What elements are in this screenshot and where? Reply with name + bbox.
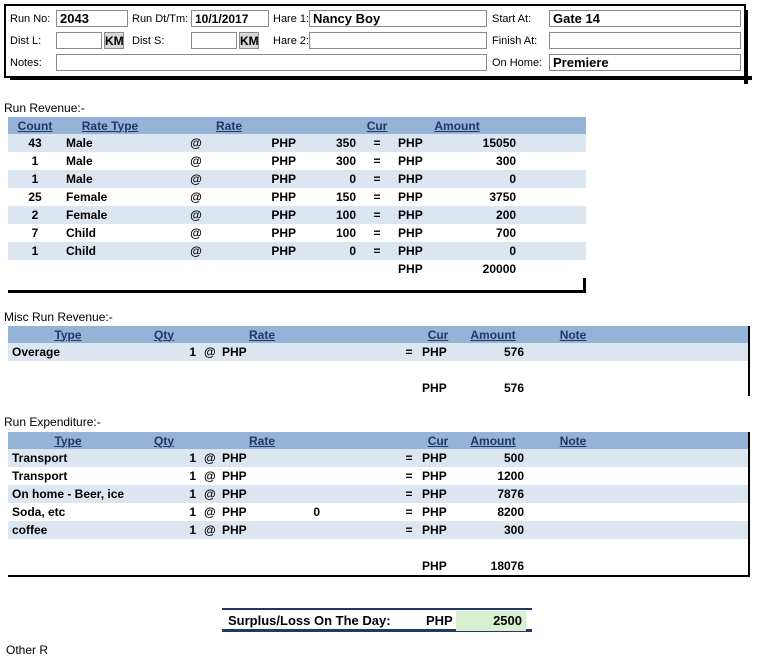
cell-qty: 1 bbox=[128, 521, 200, 539]
cell-rate-value bbox=[264, 449, 324, 467]
expenditure-table bbox=[8, 432, 750, 577]
cell-qty: 1 bbox=[128, 503, 200, 521]
cell-rate-type: Male bbox=[62, 134, 158, 152]
table-row[interactable] bbox=[8, 503, 748, 521]
cell-note bbox=[528, 521, 618, 539]
misc-revenue-table bbox=[8, 326, 750, 396]
cell-note bbox=[520, 188, 586, 206]
start-at-input[interactable]: Gate 14 bbox=[549, 10, 741, 27]
dist-short-input[interactable] bbox=[191, 32, 237, 49]
cell-type: Soda, etc bbox=[8, 503, 128, 521]
misc-revenue-total-row bbox=[8, 379, 748, 397]
cell-gap bbox=[324, 467, 400, 485]
cell-rate-value: 300 bbox=[300, 152, 360, 170]
cell-equals: = bbox=[360, 242, 394, 260]
cell-amount-cur: PHP bbox=[394, 152, 442, 170]
cell-rate-cur: PHP bbox=[218, 467, 264, 485]
cell-amount-cur: PHP bbox=[418, 343, 458, 361]
expenditure-blank-row bbox=[8, 539, 748, 557]
cell-gap bbox=[234, 242, 252, 260]
run-datetime-label: Run Dt/Tm: bbox=[132, 13, 189, 25]
cell-gap bbox=[234, 170, 252, 188]
cell-rate-value: 0 bbox=[264, 503, 324, 521]
col-eq bbox=[400, 326, 418, 343]
cell-equals: = bbox=[360, 206, 394, 224]
cell-rate-cur: PHP bbox=[252, 224, 300, 242]
cell-at: @ bbox=[158, 188, 234, 206]
col-note: Note bbox=[528, 432, 618, 449]
col-note: Note bbox=[528, 326, 618, 343]
cell-gap bbox=[234, 224, 252, 242]
total-note bbox=[528, 557, 618, 575]
cell-amount: 7876 bbox=[458, 485, 528, 503]
cell-type: coffee bbox=[8, 521, 128, 539]
cell-rate-value bbox=[264, 343, 324, 361]
cell-note bbox=[528, 343, 618, 361]
cell-amount-cur: PHP bbox=[418, 485, 458, 503]
hare2-input[interactable] bbox=[309, 32, 487, 49]
cell-amount: 15050 bbox=[442, 134, 520, 152]
col-trail bbox=[618, 432, 748, 449]
total-amount: 18076 bbox=[458, 557, 528, 575]
cell-rate-cur: PHP bbox=[218, 521, 264, 539]
cell-at: @ bbox=[158, 206, 234, 224]
cell-at: @ bbox=[158, 224, 234, 242]
cell-at: @ bbox=[200, 343, 218, 361]
expenditure-title: Run Expenditure:- bbox=[4, 415, 101, 429]
surplus-amount: 2500 bbox=[456, 611, 526, 631]
cell-at: @ bbox=[200, 503, 218, 521]
misc-revenue-blank-row bbox=[8, 361, 748, 379]
misc-revenue-header-row bbox=[8, 326, 748, 343]
cell-amount: 0 bbox=[442, 170, 520, 188]
cell-trail bbox=[618, 467, 748, 485]
cell-equals: = bbox=[400, 485, 418, 503]
cell-count: 1 bbox=[8, 242, 62, 260]
cell-rate-value: 350 bbox=[300, 134, 360, 152]
col-rate-type: Rate Type bbox=[62, 117, 158, 134]
table-row[interactable] bbox=[8, 206, 586, 224]
cell-rate-cur: PHP bbox=[252, 206, 300, 224]
surplus-label: Surplus/Loss On The Day: bbox=[228, 613, 391, 628]
hare2-label: Hare 2: bbox=[273, 35, 310, 47]
total-cur: PHP bbox=[418, 379, 458, 397]
cell-gap bbox=[234, 188, 252, 206]
cell-note bbox=[520, 224, 586, 242]
cell-amount-cur: PHP bbox=[394, 170, 442, 188]
cell-rate-value: 150 bbox=[300, 188, 360, 206]
run-datetime-input[interactable]: 10/1/2017 bbox=[191, 10, 269, 27]
col-trail bbox=[520, 117, 586, 134]
run-revenue-table bbox=[8, 117, 586, 293]
col-rate: Rate bbox=[158, 117, 300, 134]
cell-note bbox=[528, 503, 618, 521]
cell-count: 25 bbox=[8, 188, 62, 206]
table-row[interactable] bbox=[8, 485, 748, 503]
col-amount: Amount bbox=[458, 326, 528, 343]
col-rate: Rate bbox=[200, 326, 324, 343]
cell-trail bbox=[618, 521, 748, 539]
run-revenue-title: Run Revenue:- bbox=[4, 101, 85, 115]
col-amount: Amount bbox=[394, 117, 520, 134]
total-spacer bbox=[8, 557, 418, 575]
cell-at: @ bbox=[158, 170, 234, 188]
cell-at: @ bbox=[200, 467, 218, 485]
cell-rate-type: Female bbox=[62, 206, 158, 224]
cell-rate-cur: PHP bbox=[218, 343, 264, 361]
cell-amount: 500 bbox=[458, 449, 528, 467]
col-cur: Cur bbox=[418, 326, 458, 343]
panel-shadow-right bbox=[744, 10, 748, 84]
total-spacer bbox=[8, 260, 394, 278]
cell-note bbox=[520, 134, 586, 152]
on-home-label: On Home: bbox=[492, 57, 543, 69]
run-header-panel bbox=[4, 4, 746, 78]
cell-qty: 1 bbox=[128, 343, 200, 361]
col-type: Type bbox=[8, 432, 128, 449]
cell-gap bbox=[234, 206, 252, 224]
misc-revenue-grid bbox=[8, 326, 748, 397]
cell-equals: = bbox=[400, 521, 418, 539]
cell-rate-cur: PHP bbox=[218, 503, 264, 521]
run-no-input[interactable]: 2043 bbox=[56, 10, 128, 27]
cell-type: Transport bbox=[8, 467, 128, 485]
cell-amount: 300 bbox=[458, 521, 528, 539]
col-spacer bbox=[300, 117, 360, 134]
cell-amount-cur: PHP bbox=[394, 224, 442, 242]
col-cur: Cur bbox=[418, 432, 458, 449]
cell-equals: = bbox=[400, 503, 418, 521]
cell-amount-cur: PHP bbox=[394, 242, 442, 260]
cell-amount: 1200 bbox=[458, 467, 528, 485]
cell-note bbox=[520, 206, 586, 224]
col-trail bbox=[618, 326, 748, 343]
cell-at: @ bbox=[200, 449, 218, 467]
cell-equals: = bbox=[360, 224, 394, 242]
cell-rate-type: Child bbox=[62, 224, 158, 242]
col-count: Count bbox=[8, 117, 62, 134]
blank-spacer bbox=[8, 361, 748, 379]
table-row[interactable] bbox=[8, 343, 748, 361]
total-trail bbox=[520, 260, 586, 278]
cell-gap bbox=[324, 343, 400, 361]
cell-at: @ bbox=[200, 521, 218, 539]
cell-amount: 8200 bbox=[458, 503, 528, 521]
cell-rate-value bbox=[264, 521, 324, 539]
col-cur: Cur bbox=[360, 117, 394, 134]
misc-revenue-title: Misc Run Revenue:- bbox=[4, 310, 113, 324]
cell-trail bbox=[618, 449, 748, 467]
cell-rate-value: 0 bbox=[300, 170, 360, 188]
dist-long-unit: KM bbox=[105, 34, 124, 48]
cell-trail bbox=[618, 343, 748, 361]
cell-type: Transport bbox=[8, 449, 128, 467]
cell-amount: 200 bbox=[442, 206, 520, 224]
expenditure-header-row bbox=[8, 432, 748, 449]
cell-qty: 1 bbox=[128, 485, 200, 503]
cell-amount-cur: PHP bbox=[394, 206, 442, 224]
cell-count: 1 bbox=[8, 152, 62, 170]
cell-gap bbox=[324, 485, 400, 503]
cell-amount-cur: PHP bbox=[418, 449, 458, 467]
total-amount: 20000 bbox=[442, 260, 520, 278]
run-no-label: Run No: bbox=[10, 13, 51, 25]
col-type: Type bbox=[8, 326, 128, 343]
cell-note bbox=[528, 467, 618, 485]
cell-rate-cur: PHP bbox=[218, 449, 264, 467]
total-trail bbox=[618, 379, 748, 397]
cell-gap bbox=[324, 503, 400, 521]
col-eq bbox=[400, 432, 418, 449]
cell-type: Overage bbox=[8, 343, 128, 361]
cell-amount: 576 bbox=[458, 343, 528, 361]
cell-trail bbox=[618, 503, 748, 521]
cell-gap bbox=[324, 521, 400, 539]
cell-rate-type: Child bbox=[62, 242, 158, 260]
cell-rate-type: Male bbox=[62, 170, 158, 188]
other-revenue-title: Other R bbox=[6, 643, 49, 657]
col-amount: Amount bbox=[458, 432, 528, 449]
cell-rate-cur: PHP bbox=[252, 170, 300, 188]
cell-amount-cur: PHP bbox=[418, 467, 458, 485]
col-rate: Rate bbox=[200, 432, 324, 449]
cell-gap bbox=[234, 152, 252, 170]
expenditure-total-row bbox=[8, 557, 748, 575]
cell-rate-type: Male bbox=[62, 152, 158, 170]
cell-rate-value: 0 bbox=[300, 242, 360, 260]
run-revenue-grid bbox=[8, 117, 586, 278]
total-spacer bbox=[8, 379, 418, 397]
notes-input[interactable] bbox=[56, 54, 487, 71]
cell-rate-cur: PHP bbox=[252, 134, 300, 152]
run-revenue-total-row bbox=[8, 260, 586, 278]
total-trail bbox=[618, 557, 748, 575]
cell-equals: = bbox=[400, 449, 418, 467]
cell-at: @ bbox=[200, 485, 218, 503]
cell-at: @ bbox=[158, 242, 234, 260]
cell-note bbox=[528, 485, 618, 503]
cell-trail bbox=[618, 485, 748, 503]
cell-note bbox=[520, 170, 586, 188]
cell-gap bbox=[234, 134, 252, 152]
cell-count: 1 bbox=[8, 170, 62, 188]
finish-at-label: Finish At: bbox=[492, 35, 538, 47]
cell-note bbox=[528, 449, 618, 467]
dist-long-input[interactable] bbox=[56, 32, 102, 49]
cell-rate-type: Female bbox=[62, 188, 158, 206]
cell-amount-cur: PHP bbox=[394, 134, 442, 152]
cell-equals: = bbox=[360, 152, 394, 170]
on-home-input[interactable]: Premiere bbox=[549, 54, 741, 71]
total-amount: 576 bbox=[458, 379, 528, 397]
cell-count: 43 bbox=[8, 134, 62, 152]
start-at-label: Start At: bbox=[492, 13, 532, 25]
total-cur: PHP bbox=[394, 260, 442, 278]
cell-qty: 1 bbox=[128, 449, 200, 467]
expenditure-grid bbox=[8, 432, 748, 575]
cell-at: @ bbox=[158, 152, 234, 170]
hare1-label: Hare 1: bbox=[273, 13, 310, 25]
cell-rate-value bbox=[264, 467, 324, 485]
surplus-loss-panel bbox=[222, 608, 532, 632]
col-qty: Qty bbox=[128, 326, 200, 343]
table-row[interactable] bbox=[8, 152, 586, 170]
dist-short-unit: KM bbox=[240, 34, 259, 48]
cell-gap bbox=[324, 449, 400, 467]
table-row[interactable] bbox=[8, 170, 586, 188]
cell-at: @ bbox=[158, 134, 234, 152]
cell-amount: 0 bbox=[442, 242, 520, 260]
cell-equals: = bbox=[360, 170, 394, 188]
total-cur: PHP bbox=[418, 557, 458, 575]
cell-rate-cur: PHP bbox=[252, 188, 300, 206]
table-row[interactable] bbox=[8, 449, 748, 467]
notes-label: Notes: bbox=[10, 57, 42, 69]
cell-type: On home - Beer, ice bbox=[8, 485, 128, 503]
table-row[interactable] bbox=[8, 467, 748, 485]
cell-note bbox=[520, 242, 586, 260]
cell-amount-cur: PHP bbox=[418, 521, 458, 539]
cell-amount: 700 bbox=[442, 224, 520, 242]
cell-rate-value: 100 bbox=[300, 224, 360, 242]
cell-count: 2 bbox=[8, 206, 62, 224]
cell-amount-cur: PHP bbox=[418, 503, 458, 521]
hare1-input[interactable]: Nancy Boy bbox=[309, 10, 487, 27]
surplus-currency: PHP bbox=[426, 613, 453, 628]
table-row[interactable] bbox=[8, 224, 586, 242]
col-spacer bbox=[324, 326, 400, 343]
total-note bbox=[528, 379, 618, 397]
cell-rate-value bbox=[264, 485, 324, 503]
cell-count: 7 bbox=[8, 224, 62, 242]
cell-equals: = bbox=[360, 188, 394, 206]
table-row[interactable] bbox=[8, 242, 586, 260]
cell-amount: 3750 bbox=[442, 188, 520, 206]
table-row[interactable] bbox=[8, 134, 586, 152]
panel-shadow-bottom bbox=[10, 76, 752, 80]
finish-at-input[interactable] bbox=[549, 32, 741, 49]
cell-rate-cur: PHP bbox=[252, 242, 300, 260]
blank-spacer bbox=[8, 539, 748, 557]
table-row[interactable] bbox=[8, 521, 748, 539]
cell-note bbox=[520, 152, 586, 170]
cell-equals: = bbox=[400, 343, 418, 361]
cell-rate-cur: PHP bbox=[252, 152, 300, 170]
cell-qty: 1 bbox=[128, 467, 200, 485]
run-revenue-header-row bbox=[8, 117, 586, 134]
cell-amount-cur: PHP bbox=[394, 188, 442, 206]
dist-long-label: Dist L: bbox=[10, 35, 42, 47]
dist-short-label: Dist S: bbox=[132, 35, 165, 47]
cell-rate-value: 100 bbox=[300, 206, 360, 224]
col-qty: Qty bbox=[128, 432, 200, 449]
cell-rate-cur: PHP bbox=[218, 485, 264, 503]
cell-equals: = bbox=[400, 467, 418, 485]
cell-amount: 300 bbox=[442, 152, 520, 170]
cell-equals: = bbox=[360, 134, 394, 152]
col-spacer bbox=[324, 432, 400, 449]
table-row[interactable] bbox=[8, 188, 586, 206]
